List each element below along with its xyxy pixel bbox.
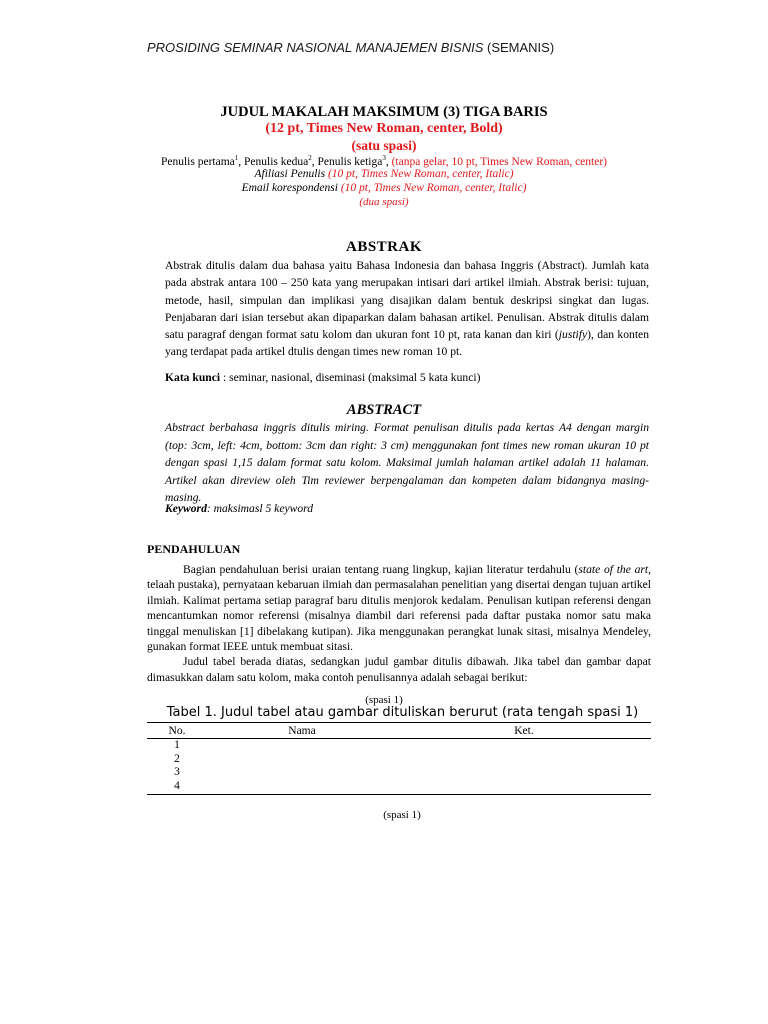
table-caption: Tabel 1. Judul tabel atau gambar dituliskan berurut (rata tengah spasi 1) bbox=[166, 705, 639, 720]
table-cell-ket bbox=[397, 753, 651, 767]
table-cell-nama bbox=[207, 753, 397, 767]
table-row bbox=[147, 766, 651, 780]
table-cell-no: 1 bbox=[174, 739, 180, 751]
pendahuluan-body bbox=[147, 562, 651, 685]
p1-text-a: Bagian pendahuluan berisi uraian tentang ruang lingkup, kajian literatur terdahulu ( bbox=[183, 563, 579, 576]
table-row bbox=[147, 780, 651, 794]
author-2: , Penulis kedua bbox=[238, 155, 309, 168]
table-header-ket: Ket. bbox=[397, 723, 651, 739]
table-row bbox=[147, 753, 651, 767]
author-1-sup: 1 bbox=[234, 154, 239, 162]
kata-kunci-label: Kata kunci bbox=[165, 371, 221, 384]
affiliation-line bbox=[0, 168, 768, 180]
header-abbrev: (SEMANIS) bbox=[483, 40, 555, 55]
abstrak-heading: ABSTRAK bbox=[345, 239, 423, 255]
keyword-text: : maksimasl 5 keyword bbox=[206, 502, 314, 515]
sample-table bbox=[147, 722, 651, 795]
keyword-label: Keyword bbox=[165, 502, 207, 515]
title-format-note: (12 pt, Times New Roman, center, Bold) bbox=[265, 121, 503, 136]
table-cell-no: 3 bbox=[174, 766, 180, 779]
table-row bbox=[147, 739, 651, 753]
table-cell-nama bbox=[207, 739, 397, 753]
dua-spasi-note: (dua spasi) bbox=[359, 196, 409, 208]
keyword-line bbox=[165, 502, 313, 515]
paper-title: JUDUL MAKALAH MAKSIMUM (3) TIGA BARIS bbox=[220, 104, 548, 120]
kata-kunci-line bbox=[165, 371, 480, 384]
table-cell-ket bbox=[397, 780, 651, 794]
affiliation-label: Afiliasi Penulis bbox=[254, 168, 328, 180]
table-cell-no: 2 bbox=[174, 752, 180, 765]
author-1: Penulis pertama bbox=[160, 155, 235, 168]
email-line bbox=[0, 182, 768, 194]
p1-text-b: telaah pustaka), pernyataan kebaruan ilmiah dan permasalahan penelitian yang disertai dengan tujuan artikel ilmiah. Kalimat pertama setiap paragraf baru ditulis menjorok kedalam. Penulisan kutipan referensi dengan mencantumkan nomor referensi (misalnya diambil dari referensi pada daftar pustaka nomor satu maka tinggal menuliskan [1] dibelakang kutipan). Jika menggunakan perangkat lunak sitasi, misalnya Mendeley, gunakan format IEEE untuk membuat sitasi. bbox=[147, 578, 651, 654]
email-label: Email korespondensi bbox=[241, 182, 341, 194]
table-cell-ket bbox=[397, 766, 651, 780]
spasi-above-caption: (spasi 1) bbox=[365, 694, 403, 706]
abstrak-text-italic: justify bbox=[558, 328, 588, 342]
affiliation-note: (10 pt, Times New Roman, center, Italic) bbox=[327, 168, 514, 180]
author-2-sup: 2 bbox=[308, 154, 312, 162]
title-spacing-note: (satu spasi) bbox=[351, 138, 417, 153]
email-note: (10 pt, Times New Roman, center, Italic) bbox=[340, 182, 527, 194]
running-header bbox=[147, 40, 554, 55]
pendahuluan-paragraph-1 bbox=[147, 562, 651, 654]
pendahuluan-paragraph-2: Judul tabel berada diatas, sedangkan judul gambar ditulis dibawah. Jika tabel dan gambar dapat dimasukkan dalam satu kolom, maka contoh penulisannya adalah sebagai berikut: bbox=[147, 655, 651, 684]
abstrak-text-a: Abstrak ditulis dalam dua bahasa yaitu Bahasa Indonesia dan bahasa Inggris (Abstract). Jumlah kata pada abstrak antara 100 – 250 kata yang merupakan intisari dari artikel ilmiah. Abstrak berisi: tujuan, metode, hasil, simpulan dan implikasi yang disajikan dalam bentuk deskripsi singkat dan lugas. Penjabaran dari isian tersebut akan dipaparkan dalam bahasan artikel. Penulisan. Abstrak ditulis dalam satu paragraf dengan format satu kolom dan ukuran font 10 pt, rata kanan dan kiri ( bbox=[165, 259, 649, 342]
author-format-note: (tanpa gelar, 10 pt, Times New Roman, center) bbox=[391, 155, 607, 168]
table-header-nama: Nama bbox=[207, 723, 397, 739]
table-cell-nama bbox=[207, 780, 397, 794]
pendahuluan-heading: PENDAHULUAN bbox=[147, 542, 241, 556]
table-cell-ket bbox=[397, 739, 651, 753]
spasi-below-table: (spasi 1) bbox=[383, 809, 421, 821]
abstract-heading: ABSTRACT bbox=[346, 402, 422, 418]
table-header-no: No. bbox=[147, 723, 207, 739]
table-cell-no: 4 bbox=[147, 780, 207, 794]
kata-kunci-text: : seminar, nasional, diseminasi (maksimal 5 kata kunci) bbox=[220, 371, 481, 384]
header-journal-name: PROSIDING SEMINAR NASIONAL MANAJEMEN BISNIS bbox=[147, 40, 484, 55]
author-3: , Penulis ketiga bbox=[311, 155, 383, 168]
author-3-sup: 3 bbox=[382, 154, 386, 162]
abstract-body: Abstract berbahasa inggris ditulis miring. Format penulisan ditulis pada kertas A4 dengan margin (top: 3cm, left: 4cm, bottom: 3cm dan right: 3 cm) menggunakan font times new roman ukuran 10 pt dengan spasi 1,15 dalam format satu kolom. Maksimal jumlah halaman artikel adalah 11 halaman. Artikel akan direview oleh Tim reviewer berpengalaman dan kompeten dalam bidangnya masing-masing. bbox=[165, 421, 649, 505]
table-cell-nama bbox=[207, 766, 397, 780]
abstrak-body bbox=[165, 257, 649, 361]
author-separator: , bbox=[385, 155, 392, 168]
table-header-row bbox=[147, 723, 651, 739]
abstrak-text-b: ), dan konten yang terdapat pada artikel dtulis dengan times new roman 10 pt. bbox=[165, 328, 649, 359]
author-line bbox=[0, 154, 768, 168]
p1-text-italic: state of the art, bbox=[578, 563, 651, 576]
